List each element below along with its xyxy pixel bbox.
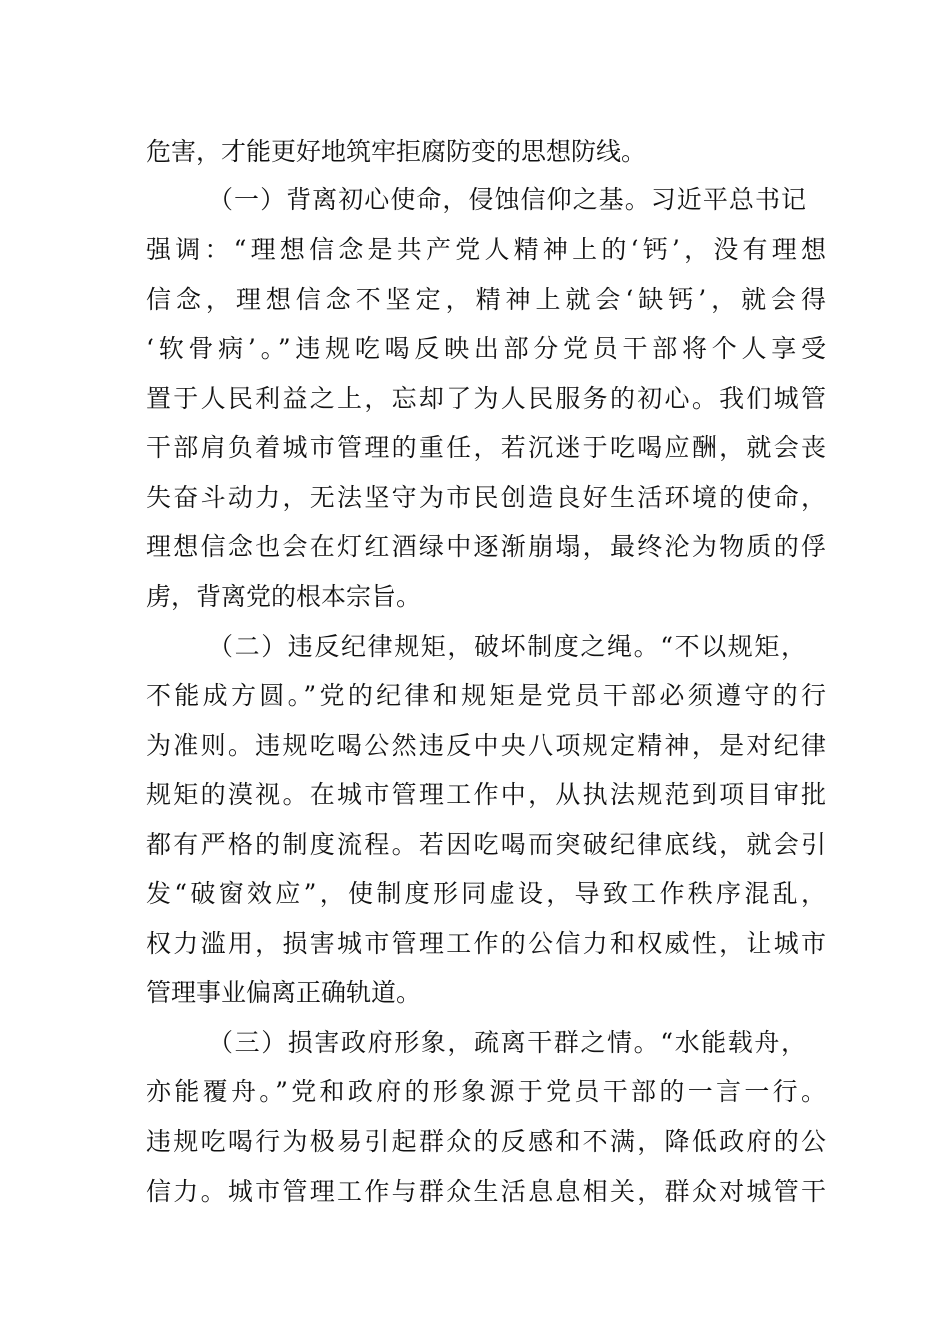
text-line: 置于人民利益之上，忘却了为人民服务的初心。我们城管 xyxy=(146,384,826,413)
text-line: 不能成方圆。”党的纪律和规矩是党员干部必须遵守的行 xyxy=(146,681,826,710)
section-heading-1: （一）背离初心使命，侵蚀信仰之基。习近平总书记 xyxy=(208,185,806,214)
text-line: 都有严格的制度流程。若因吃喝而突破纪律底线，就会引 xyxy=(146,830,826,859)
text-line: 失奋斗动力，无法坚守为市民创造良好生活环境的使命， xyxy=(146,483,826,512)
section-heading-2: （二）违反纪律规矩，破坏制度之绳。“不以规矩， xyxy=(208,632,806,661)
text-line: 违规吃喝行为极易引起群众的反感和不满，降低政府的公 xyxy=(146,1127,826,1156)
text-line: 管理事业偏离正确轨道。 xyxy=(146,978,422,1007)
text-line: 信念，理想信念不坚定，精神上就会‘缺钙’，就会得 xyxy=(146,285,826,314)
text-line: 理想信念也会在灯红酒绿中逐渐崩塌，最终沦为物质的俘 xyxy=(146,532,826,561)
text-line: 干部肩负着城市管理的重任，若沉迷于吃喝应酬，就会丧 xyxy=(146,433,826,462)
text-line: 为准则。违规吃喝公然违反中央八项规定精神，是对纪律 xyxy=(146,731,826,760)
text-line: 权力滥用，损害城市管理工作的公信力和权威性，让城市 xyxy=(146,929,826,958)
text-line: 亦能覆舟。”党和政府的形象源于党员干部的一言一行。 xyxy=(146,1077,826,1106)
text-line: 危害，才能更好地筑牢拒腐防变的思想防线。 xyxy=(146,137,647,166)
text-line: 发“破窗效应”，使制度形同虚设，导致工作秩序混乱， xyxy=(146,879,826,908)
section-heading-3: （三）损害政府形象，疏离干群之情。“水能载舟， xyxy=(208,1028,806,1057)
text-line: ‘软骨病’。”违规吃喝反映出部分党员干部将个人享受 xyxy=(146,334,826,363)
text-line: 信力。城市管理工作与群众生活息息相关，群众对城管干 xyxy=(146,1177,826,1206)
text-line: 虏，背离党的根本宗旨。 xyxy=(146,582,422,611)
text-line: 规矩的漠视。在城市管理工作中，从执法规范到项目审批 xyxy=(146,780,826,809)
text-line: 强调：“理想信念是共产党人精神上的‘钙’，没有理想 xyxy=(146,235,826,264)
